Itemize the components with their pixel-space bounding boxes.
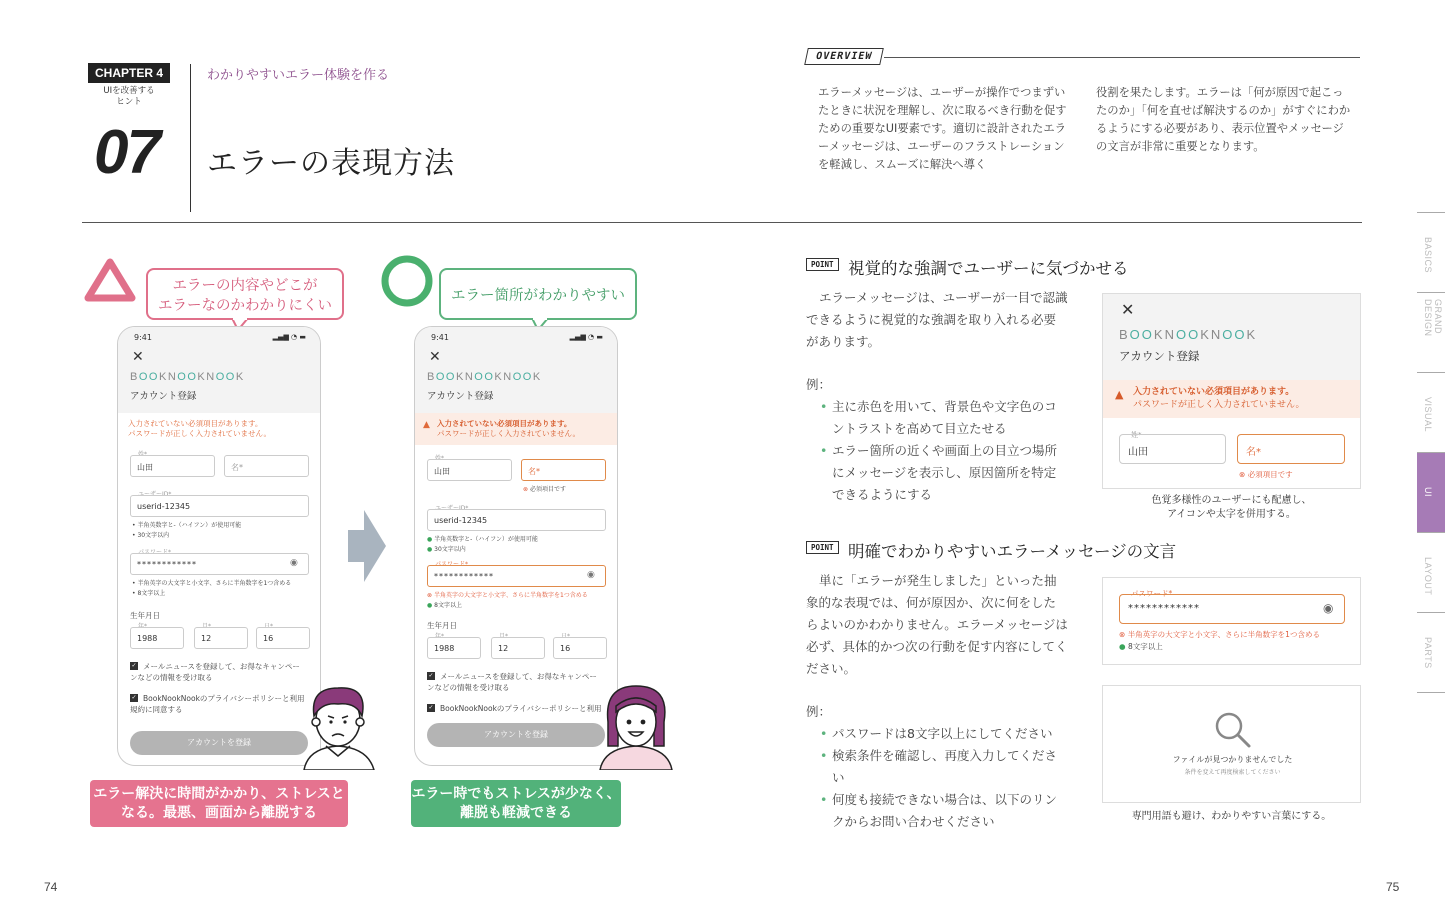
tab-parts[interactable] bbox=[1417, 612, 1445, 693]
error-icon: ⊗ bbox=[427, 592, 433, 599]
search-icon bbox=[1213, 710, 1253, 750]
bullet-item: • 主に赤色を用いて、背景色や文字色のコントラストを高めて目立たせる bbox=[820, 396, 1066, 440]
field-label: パスワード* bbox=[1131, 589, 1173, 598]
point2-bullets bbox=[820, 723, 1066, 833]
password-field[interactable]: ************ bbox=[130, 553, 309, 575]
first-name-field[interactable]: 名* bbox=[224, 455, 309, 477]
tab-basics[interactable] bbox=[1417, 212, 1445, 292]
check-icon: ✓ bbox=[428, 672, 434, 679]
check-circle-icon: ● bbox=[427, 546, 433, 553]
error-icon: ⊗ bbox=[523, 486, 529, 493]
status-time: 9:41 bbox=[134, 333, 152, 342]
last-name-field[interactable]: 山田 bbox=[130, 455, 215, 477]
check-circle-icon: ● bbox=[427, 536, 433, 543]
bad-speech-bubble: エラーの内容やどこが エラーなのかわかりにくい bbox=[146, 268, 344, 320]
last-name-field[interactable]: 山田 bbox=[1119, 434, 1226, 464]
good-speech-bubble: エラー箇所がわかりやすい bbox=[439, 268, 637, 320]
triangle-icon bbox=[84, 258, 136, 302]
warning-icon: ▲ bbox=[1115, 388, 1124, 401]
point1-title: 視覚的な強調でユーザーに気づかせる bbox=[848, 259, 1129, 278]
password-rules: ⊗ 半角英字の大文字と小文字、さらに半角数字を1つ含める ● 8文字以上 bbox=[1119, 630, 1320, 651]
error-icon: ⊗ bbox=[1239, 470, 1246, 479]
page-number-left: 74 bbox=[44, 880, 58, 894]
eye-icon[interactable]: ◉ bbox=[1323, 601, 1334, 615]
tab-ui[interactable] bbox=[1417, 452, 1445, 532]
userid-field[interactable]: userid-12345 bbox=[427, 509, 606, 531]
circle-icon bbox=[380, 254, 434, 308]
point1-body: エラーメッセージは、ユーザーが一目で認識できるように視覚的な強調を取り入れる必要があります。 bbox=[806, 290, 1068, 349]
status-icons: ▂▄▆ ◔ ▬ bbox=[272, 333, 306, 341]
arrow-right-icon bbox=[348, 510, 388, 582]
stressed-person-icon bbox=[296, 682, 380, 770]
chapter-badge: CHAPTER 4 bbox=[88, 63, 170, 83]
brand-logo: BOOKNOOKNOOK bbox=[427, 371, 542, 383]
day-field[interactable]: 16 bbox=[256, 627, 310, 649]
section-lead: わかりやすいエラー体験を作る bbox=[207, 68, 390, 83]
point1-caption: 色覚多様性のユーザーにも配慮し、 アイコンや太字を併用する。 bbox=[1151, 495, 1312, 520]
phone-good-example bbox=[414, 326, 618, 766]
check-icon: ✓ bbox=[131, 662, 137, 669]
point1-bullets bbox=[820, 396, 1066, 506]
warning-icon: ▲ bbox=[423, 420, 430, 430]
bullet-item: • 検索条件を確認し、再度入力してください bbox=[820, 745, 1066, 789]
last-name-field[interactable]: 山田 bbox=[427, 459, 512, 481]
overview-tag: OVERVIEW bbox=[804, 48, 884, 65]
happy-person-icon bbox=[594, 682, 678, 770]
first-name-field[interactable]: 名* bbox=[521, 459, 606, 481]
point2-caption: 専門用語も避け、わかりやすい言葉にする。 bbox=[1131, 811, 1332, 822]
month-field[interactable]: 12 bbox=[491, 637, 545, 659]
birthday-label: 生年月日 bbox=[427, 621, 457, 630]
point2-title: 明確でわかりやすいエラーメッセージの文言 bbox=[848, 542, 1177, 561]
phone-bad-example bbox=[117, 326, 321, 766]
brand-logo: BOOKNOOKNOOK bbox=[130, 371, 245, 383]
year-field[interactable]: 1988 bbox=[130, 627, 184, 649]
submit-button[interactable]: アカウントを登録 bbox=[427, 723, 605, 747]
form-heading: アカウント登録 bbox=[1119, 349, 1200, 363]
page-title: エラーの表現方法 bbox=[207, 146, 455, 181]
tab-label: LAYOUT bbox=[1423, 557, 1433, 596]
check-icon: ✓ bbox=[428, 704, 434, 711]
tab-label: UI bbox=[1423, 487, 1433, 497]
day-field[interactable]: 16 bbox=[553, 637, 607, 659]
terms-checkbox[interactable]: ✓ BookNookNookのプライバシーポリシーと利用規約に同意する bbox=[130, 694, 305, 714]
error-banner: ▲ 入力されていない必須項目があります。 パスワードが正しく入力されていません。 bbox=[1103, 380, 1360, 418]
check-icon: ✓ bbox=[131, 694, 137, 701]
form-heading: アカウント登録 bbox=[427, 391, 494, 402]
tab-label: VISUAL bbox=[1423, 397, 1433, 433]
point1-example-label: 例： bbox=[806, 377, 832, 392]
close-icon[interactable]: ✕ bbox=[132, 349, 144, 365]
newsletter-checkbox[interactable]: ✓ メールニュースを登録して、お得なキャンペーンなどの情報を受け取る bbox=[130, 662, 300, 682]
form-heading: アカウント登録 bbox=[130, 391, 197, 402]
password-rules: • 半角英字の大文字と小文字、さらに半角数字を1つ含める • 8文字以上 bbox=[132, 580, 292, 597]
brand-logo: BOOKNOOKNOOK bbox=[1119, 327, 1258, 342]
overview-text-2: 役割を果たします。エラーは「何が原因で起こったのか」「何を直せば解決するのか」がすぐにわかるようにする必要があり、表示位置やメッセージの文言が非常に重要となります。 bbox=[1096, 86, 1351, 153]
tab-label: BASICS bbox=[1423, 237, 1433, 274]
userid-rules: • 半角英数字と-（ハイフン）が使用可能 • 30文字以内 bbox=[132, 522, 242, 539]
error-icon: ⊗ bbox=[1119, 630, 1126, 639]
page-number-right: 75 bbox=[1386, 880, 1400, 894]
month-field[interactable]: 12 bbox=[194, 627, 248, 649]
chapter-tabs bbox=[1417, 212, 1445, 693]
eye-icon[interactable]: ◉ bbox=[587, 570, 595, 580]
userid-rules: ● 半角英数字と-（ハイフン）が使用可能 ● 30文字以内 bbox=[427, 536, 538, 553]
bullet-item: • パスワードは8文字以上にしてください bbox=[820, 723, 1066, 745]
year-field[interactable]: 1988 bbox=[427, 637, 481, 659]
required-error: ⊗ 必須項目です bbox=[1239, 470, 1293, 479]
submit-button[interactable]: アカウントを登録 bbox=[130, 731, 308, 755]
check-circle-icon: ● bbox=[427, 602, 433, 609]
tab-visual[interactable] bbox=[1417, 372, 1445, 452]
password-field[interactable]: ************ bbox=[1119, 594, 1345, 624]
overview-rule bbox=[884, 57, 1360, 58]
first-name-field[interactable]: 名* bbox=[1237, 434, 1345, 464]
not-found-example bbox=[1102, 685, 1361, 803]
point2-body: 単に「エラーが発生しました」といった抽象的な表現では、何が原因か、次に何をしたらよいのかわかりません。エラーメッセージは必ず、具体的かつ次の行動を促す内容にしてください。 bbox=[806, 573, 1068, 676]
chapter-subtitle: UIを改善する ヒント bbox=[103, 86, 155, 107]
not-found-title: ファイルが見つかりませんでした bbox=[1172, 755, 1293, 764]
section-number: 07 bbox=[94, 118, 159, 187]
check-circle-icon: ● bbox=[1119, 642, 1126, 651]
header-rule bbox=[82, 222, 1362, 223]
tab-grand-design[interactable] bbox=[1417, 292, 1445, 372]
tab-layout[interactable] bbox=[1417, 532, 1445, 612]
close-icon[interactable]: ✕ bbox=[1121, 300, 1135, 319]
not-found-subtitle: 条件を変えて再度検索してください bbox=[1184, 769, 1281, 776]
status-time: 9:41 bbox=[431, 333, 449, 342]
tab-label: GRAND DESIGN bbox=[1423, 299, 1443, 337]
visual-emphasis-example bbox=[1102, 293, 1361, 489]
userid-field[interactable]: userid-12345 bbox=[130, 495, 309, 517]
point-tag: POINT bbox=[806, 258, 839, 271]
password-error-example bbox=[1102, 577, 1361, 665]
birthday-label: 生年月日 bbox=[130, 611, 160, 620]
bad-result-banner: エラー解決に時間がかかり、ストレスと なる。最悪、画面から離脱する bbox=[90, 780, 348, 827]
bullet-item: • エラー箇所の近くや画面上の目立つ場所にメッセージを表示し、原因箇所を特定できるようにする bbox=[820, 440, 1066, 506]
field-label: 姓* bbox=[1131, 431, 1142, 439]
point-tag: POINT bbox=[806, 541, 839, 554]
tab-label: PARTS bbox=[1423, 637, 1433, 669]
overview-text-1: エラーメッセージは、ユーザーが操作でつまずいたときに状況を理解し、次に取るべき行動を促すための重要なUI要素です。適切に設計されたエラーメッセージは、ユーザーのフラストレーションを軽減し、スムーズに解決へ導く bbox=[818, 86, 1067, 171]
status-icons: ▂▄▆ ◔ ▬ bbox=[569, 333, 603, 341]
good-result-banner: エラー時でもストレスが少なく、 離脱も軽減できる bbox=[411, 780, 621, 827]
error-message: 入力されていない必須項目があります。 パスワードが正しく入力されていません。 bbox=[128, 419, 271, 438]
newsletter-checkbox[interactable]: ✓ メールニュースを登録して、お得なキャンペーンなどの情報を受け取る bbox=[427, 672, 597, 692]
error-banner: ▲ 入力されていない必須項目があります。 パスワードが正しく入力されていません。 bbox=[415, 413, 617, 445]
header-divider bbox=[190, 64, 191, 212]
required-error: ⊗ 必須項目です bbox=[523, 486, 566, 493]
password-field[interactable]: ************ bbox=[427, 565, 606, 587]
eye-icon[interactable]: ◉ bbox=[290, 558, 298, 568]
bullet-item: • 何度も接続できない場合は、以下のリンクからお問い合わせください bbox=[820, 789, 1066, 833]
point2-example-label: 例： bbox=[806, 704, 832, 719]
terms-checkbox[interactable]: ✓ BookNookNookのプライバシーポリシーと利用 bbox=[428, 704, 602, 713]
close-icon[interactable]: ✕ bbox=[429, 349, 441, 365]
password-rules: ⊗ 半角英字の大文字と小文字、さらに半角数字を1つ含める ● 8文字以上 bbox=[427, 592, 588, 609]
